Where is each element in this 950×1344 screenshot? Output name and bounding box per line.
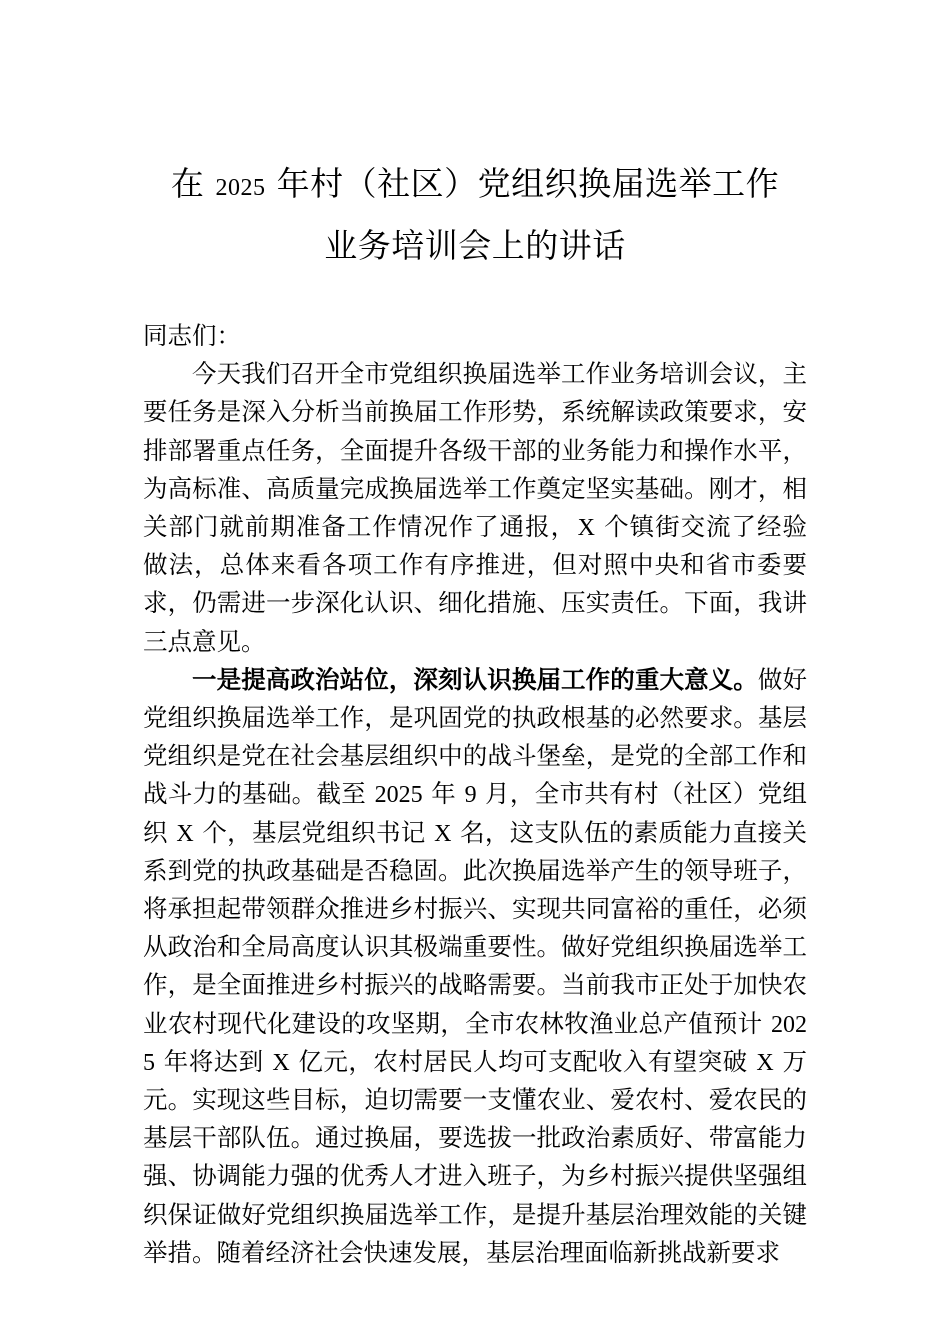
latin-run: 2025 <box>215 175 266 201</box>
latin-run: X <box>434 820 452 847</box>
latin-run: X <box>756 1049 774 1076</box>
paragraph-section-one <box>143 662 807 1273</box>
latin-run: X <box>577 515 595 542</box>
latin-run: X <box>176 820 194 847</box>
paragraph-intro-text: 今天我们召开全市党组织换届选举工作业务培训会议，主要任务是深入分析当前换届工作形势，系统解读政策要求，安排部署重点任务，全面提升各级干部的业务能力和操作水平，为高标准、高质量完成换届选举工作奠定坚实基础。刚才，相关部门就前期准备工作情况作了通报，X 个镇街交流了经验做法，总体来看各项工作有序推进，但对照中央和省市委要求，仍需进一步深化认识、细化措施、压实责任。下面，我讲三点意见。 <box>143 361 808 656</box>
latin-run: X <box>272 1049 290 1076</box>
section-one-text: 做好党组织换届选举工作，是巩固党的执政根基的必然要求。基层党组织是党在社会基层组织中的战斗堡垒，是党的全部工作和战斗力的基础。截至 2025 年 9 月，全市共有村（社区）党组织 X 个，基层党组织书记 X 名，这支队伍的素质能力直接关系到党的执政基础是否稳固。此次换届选举产生的领导班子，将承担起带领群众推进乡村振兴、实现共同富裕的重任，必须从政治和全局高度认识其极端重要性。做好党组织换届选举工作，是全面推进乡村振兴的战略需要。当前我市正处于加快农业农村现代化建设的攻坚期，全市农林牧渔业总产值预计 2025 年将达到 X 亿元，农村居民人均可支配收入有望突破 X 万元。实现这些目标，迫切需要一支懂农业、爱农村、爱农民的基层干部队伍。通过换届，要选拔一批政治素质好、带富能力强、协调能力强的优秀人才进入班子，为乡村振兴提供坚强组织保证做好党组织换届选举工作，是提升基层治理效能的关键举措。随着经济社会快速发展，基层治理面临新挑战新要求 <box>143 666 808 1267</box>
page-title <box>143 155 807 275</box>
page-title-line-1: 在 2025 年村（社区）党组织换届选举工作 <box>170 165 780 202</box>
paragraph-intro <box>143 356 807 662</box>
latin-run: 2025 <box>374 782 423 809</box>
page-title-line-2: 业务培训会上的讲话 <box>324 227 626 264</box>
document-body <box>143 318 807 1273</box>
section-one-heading: 一是提高政治站位，深刻认识换届工作的重大意义。 <box>192 666 758 694</box>
salutation: 同志们： <box>143 323 241 350</box>
latin-run: 2025 <box>143 1011 807 1076</box>
latin-run: 9 <box>464 782 477 809</box>
